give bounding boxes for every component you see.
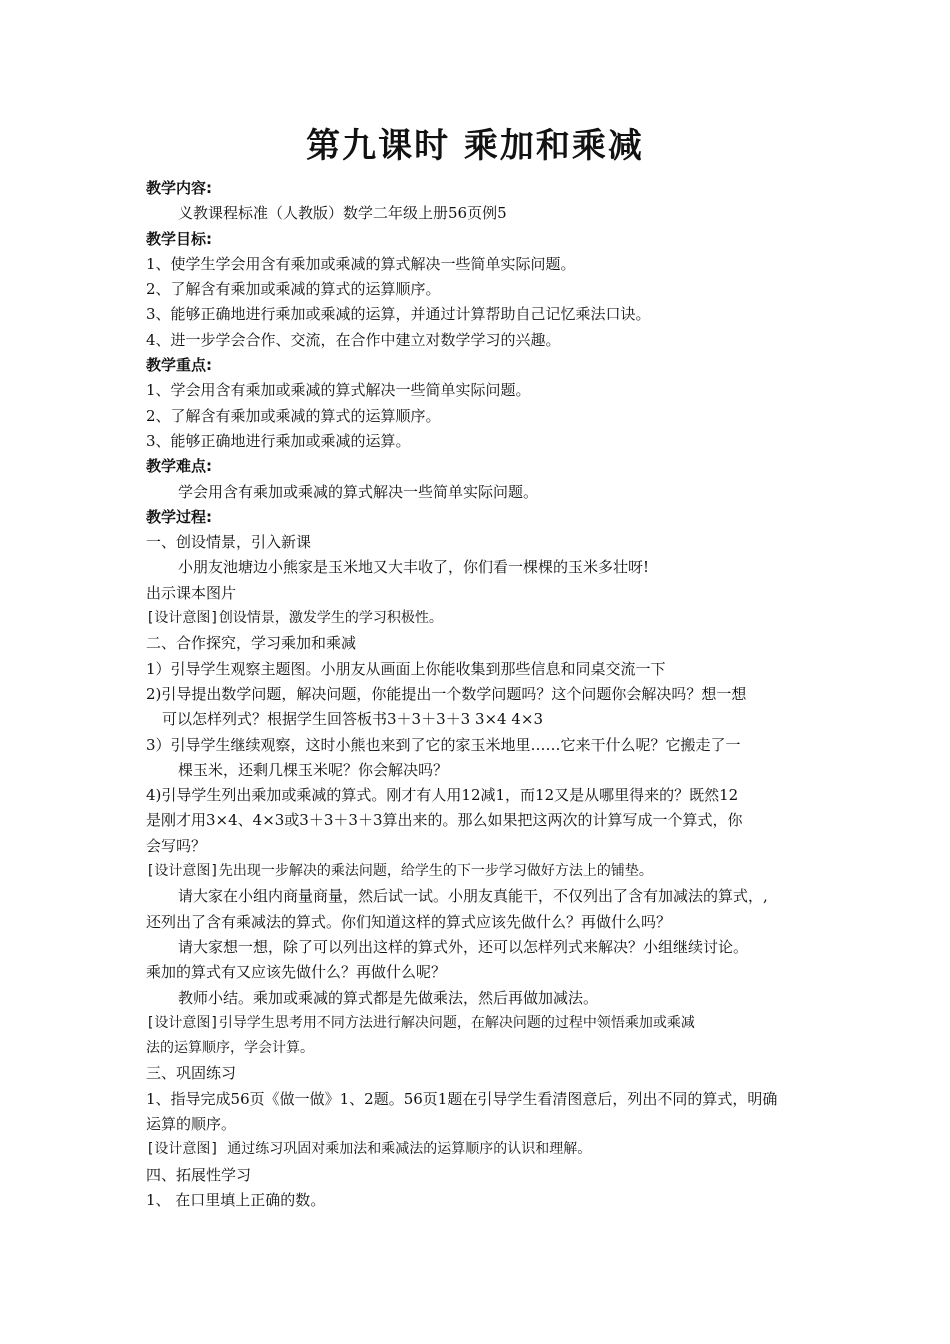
text-line: [设计意图] 通过练习巩固对乘加法和乘减法的运算顺序的认识和理解。 bbox=[146, 1141, 592, 1158]
text-line: 2)引导提出数学问题，解决问题，你能提出一个数学问题吗？这个问题你会解决吗？想一想 bbox=[146, 684, 747, 703]
text-line: 4、进一步学会合作、交流，在合作中建立对数学学习的兴趣。 bbox=[146, 330, 561, 349]
section-heading: 教学内容: bbox=[146, 179, 212, 197]
text-line: [设计意图]先出现一步解决的乘法问题，给学生的下一步学习做好方法上的铺垫。 bbox=[146, 863, 653, 880]
text-line: [设计意图]创设情景，激发学生的学习积极性。 bbox=[146, 610, 443, 627]
text-line: 请大家在小组内商量商量，然后试一试。小朋友真能干，不仅列出了含有加减法的算式，, bbox=[178, 887, 768, 906]
text-line: 小朋友池塘边小熊家是玉米地又大丰收了，你们看一棵棵的玉米多壮呀! bbox=[178, 558, 650, 577]
text-line: 三、巩固练习 bbox=[146, 1064, 237, 1083]
section-heading: 教学难点: bbox=[146, 457, 212, 476]
section-heading: 教学重点: bbox=[146, 356, 212, 375]
section-heading: 教学目标: bbox=[146, 229, 212, 248]
text-line: 四、拓展性学习 bbox=[146, 1165, 252, 1184]
text-line: 3、能够正确地进行乘加或乘减的运算，并通过计算帮助自己记忆乘法口诀。 bbox=[146, 305, 651, 324]
section-heading: 教学过程: bbox=[146, 507, 212, 526]
text-line: 请大家想一想，除了可以列出这样的算式外，还可以怎样列式来解决？小组继续讨论。 bbox=[178, 937, 749, 956]
text-line: 运算的顺序。 bbox=[146, 1114, 237, 1133]
text-line: 3、能够正确地进行乘加或乘减的运算。 bbox=[146, 431, 411, 450]
text-line: 出示课本图片 bbox=[146, 583, 237, 602]
text-line: 2、了解含有乘加或乘减的算式的运算顺序。 bbox=[146, 406, 441, 425]
text-line: [设计意图]引导学生思考用不同方法进行解决问题，在解决问题的过程中领悟乘加或乘减 bbox=[146, 1014, 695, 1031]
text-line: 1、指导完成56页《做一做》1、2题。56页1题在引导学生看清图意后，列出不同的算式，明确 bbox=[146, 1089, 778, 1108]
text-line: 法的运算顺序，学会计算。 bbox=[146, 1040, 314, 1057]
text-line: 1、使学生学会用含有乘加或乘减的算式解决一些简单实际问题。 bbox=[146, 254, 576, 273]
text-line: 4)引导学生列出乘加或乘减的算式。刚才有人用12减1，而12又是从哪里得来的？既然12 bbox=[146, 786, 739, 805]
page-title: 第九课时 乘加和乘减 bbox=[306, 126, 644, 166]
text-line: 1、 在口里填上正确的数。 bbox=[146, 1190, 326, 1209]
text-line: 义教课程标准（人教版）数学二年级上册56页例5 bbox=[178, 204, 507, 223]
text-line: 乘加的算式有又应该先做什么？再做什么呢？ bbox=[146, 963, 447, 982]
text-line: 一、创设情景，引入新课 bbox=[146, 533, 312, 552]
text-line: 学会用含有乘加或乘减的算式解决一些简单实际问题。 bbox=[178, 482, 539, 501]
text-line: 教师小结。乘加或乘减的算式都是先做乘法，然后再做加减法。 bbox=[178, 988, 599, 1007]
text-line: 1）引导学生观察主题图。小朋友从画面上你能收集到那些信息和同桌交流一下 bbox=[146, 659, 666, 678]
document-body bbox=[146, 176, 810, 1213]
text-line: 2、了解含有乘加或乘减的算式的运算顺序。 bbox=[146, 280, 441, 299]
text-line: 会写吗？ bbox=[146, 836, 207, 855]
text-line: 二、合作探究，学习乘加和乘减 bbox=[146, 634, 357, 653]
text-line: 1、学会用含有乘加或乘减的算式解决一些简单实际问题。 bbox=[146, 381, 531, 400]
text-line: 可以怎样列式？根据学生回答板书3＋3＋3＋3 3×4 4×3 bbox=[162, 710, 544, 729]
text-line: 是刚才用3×4、4×3或3＋3＋3＋3算出来的。那么如果把这两次的计算写成一个算式，你 bbox=[146, 811, 743, 830]
text-line: 3）引导学生继续观察，这时小熊也来到了它的家玉米地里……它来干什么呢？它搬走了一 bbox=[146, 735, 741, 754]
text-line: 还列出了含有乘减法的算式。你们知道这样的算式应该先做什么？再做什么吗？ bbox=[146, 912, 672, 931]
text-line: 棵玉米，还剩几棵玉米呢？你会解决吗？ bbox=[178, 760, 449, 779]
